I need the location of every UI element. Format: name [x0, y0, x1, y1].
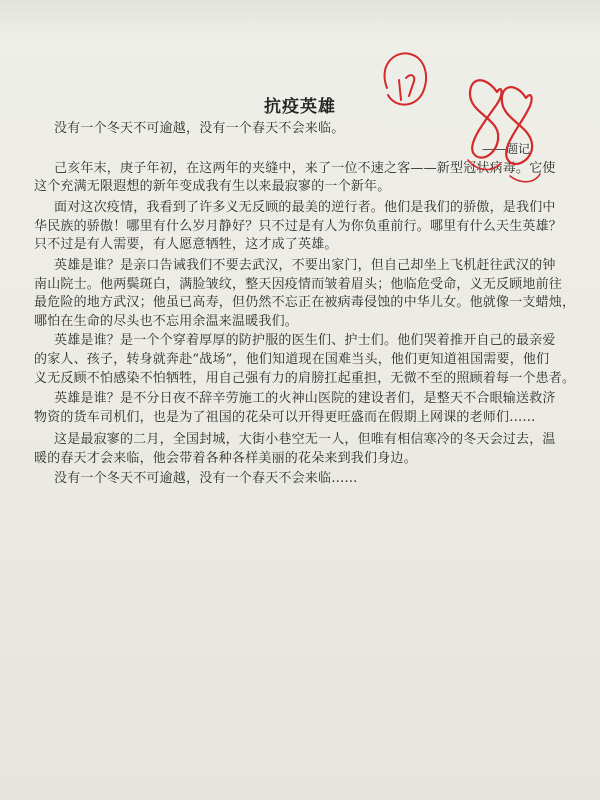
body-line: 哪怕在生命的尽头也不忘用余温来温暖我们。 — [34, 314, 299, 329]
body-line: 南山院士。他两鬓斑白，满脸皱纹，整天因疫情而皱着眉头；他临危受命，义无反顾地前往 — [34, 277, 563, 292]
essay-title: 抗疫英雄 — [264, 97, 336, 117]
body-line: 英雄是谁？是一个个穿着厚厚的防护服的医生们、护士们。他们哭着推开自己的最亲爱 — [54, 333, 556, 348]
body-line: 己亥年末，庚子年初，在这两年的夹缝中，来了一位不速之客——新型冠状病毒。它使 — [54, 161, 556, 176]
body-line: 这是最寂寥的二月，全国封城，大街小巷空无一人，但唯有相信寒冷的冬天会过去，温 — [54, 432, 556, 447]
body-line: 只不过是有人需要，有人愿意牺牲，这才成了英雄。 — [34, 237, 338, 252]
paper-shadow — [0, 0, 600, 40]
body-line: 的家人、孩子，转身就奔赴“战场”，他们知道现在国难当头，他们更知道祖国需要，他们 — [34, 352, 550, 367]
body-line: 义无反顾不怕感染不怕牺牲，用自己强有力的肩膀扛起重担，无微不至的照顾着每一个患者。 — [34, 371, 576, 386]
body-line: 华民族的骄傲！哪里有什么岁月静好？只不过是有人为你负重前行。哪里有什么天生英雄？ — [34, 219, 563, 234]
epigraph-line: 没有一个冬天不可逾越，没有一个春天不会来临。 — [54, 121, 345, 136]
body-line: 没有一个冬天不可逾越，没有一个春天不会来临…… — [54, 471, 358, 486]
body-line: 这个充满无限遐想的新年变成我有生以来最寂寥的一个新年。 — [34, 179, 391, 194]
epigraph-signature: ——题记 — [482, 142, 531, 156]
body-line: 面对这次疫情，我看到了许多义无反顾的最美的逆行者。他们是我们的骄傲，是我们中 — [54, 200, 556, 215]
body-line: 物资的货车司机们，也是为了祖国的花朵可以开得更旺盛而在假期上网课的老师们…… — [34, 410, 536, 425]
body-line: 暖的春天才会来临，他会带着各种各样美丽的花朵来到我们身边。 — [34, 451, 417, 466]
body-line: 英雄是谁？是亲口告诫我们不要去武汉，不要出家门，但自己却坐上飞机赶往武汉的钟 — [54, 258, 556, 273]
body-line: 英雄是谁？是不分日夜不辞辛劳施工的火神山医院的建设者们，是整天不合眼输送救济 — [54, 391, 556, 406]
body-line: 最危险的地方武汉；他虽已高寿，但仍然不忘正在被病毒侵蚀的中华儿女。他就像一支蜡烛， — [34, 295, 576, 310]
